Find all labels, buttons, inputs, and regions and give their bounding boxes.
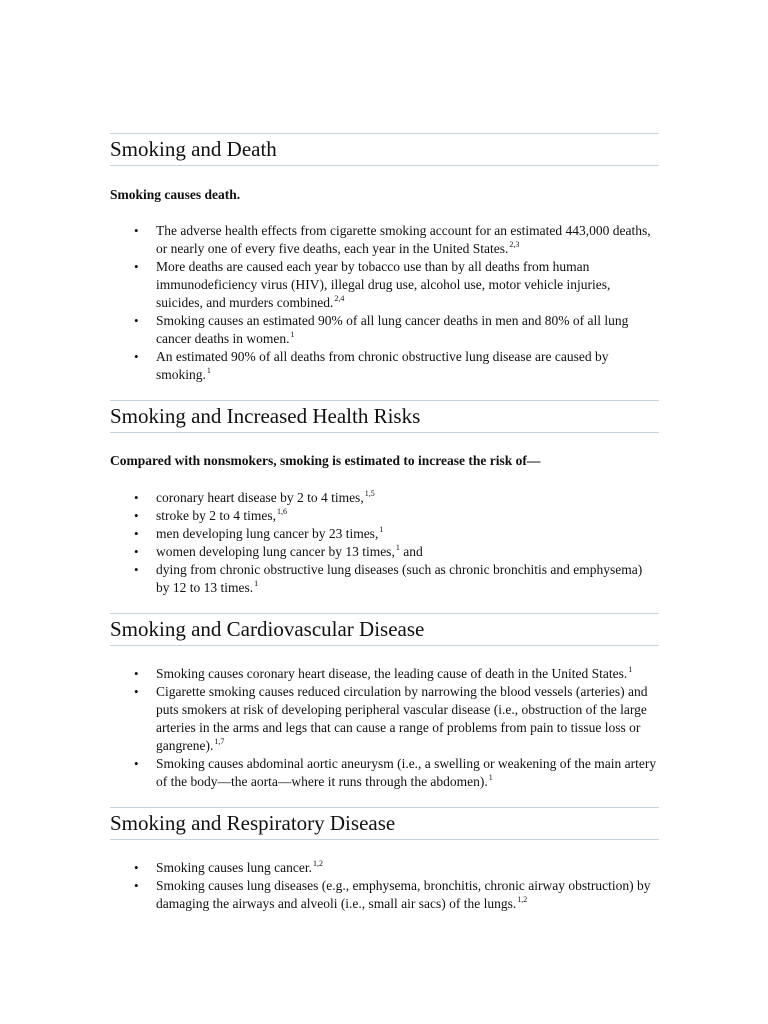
- list-item: [110, 525, 659, 543]
- list-item: [110, 877, 659, 913]
- reference-superscript: 1: [379, 525, 384, 534]
- list-item: [110, 312, 659, 348]
- section-intro: Compared with nonsmokers, smoking is estimated to increase the risk of—: [110, 453, 541, 468]
- bullet-list: [110, 489, 659, 597]
- reference-superscript: 1: [206, 366, 211, 375]
- list-item: [110, 683, 659, 755]
- list-item: [110, 258, 659, 312]
- section-cardiovascular-disease: [110, 613, 659, 791]
- list-item: [110, 489, 659, 507]
- list-item-text: Smoking causes an estimated 90% of all lung cancer deaths in men and 80% of all lung cancer deaths in women.: [156, 313, 629, 346]
- section-smoking-and-death: [110, 133, 659, 384]
- list-item-text: dying from chronic obstructive lung diseases (such as chronic bronchitis and emphysema) by 12 to 13 times.: [156, 562, 643, 595]
- list-item: [110, 543, 659, 561]
- list-item: [110, 755, 659, 791]
- list-item: [110, 222, 659, 258]
- document-page: [110, 133, 659, 913]
- bullet-icon: •: [134, 860, 139, 875]
- list-item-text: Cigarette smoking causes reduced circulation by narrowing the blood vessels (arteries) and puts smokers at risk of developing peripheral vascular disease (i.e., obstruction of the large arteries in the arms and legs that can cause a range of problems from pain to tissue loss or gangrene).: [156, 684, 648, 753]
- list-item: [110, 859, 659, 877]
- section-heading: Smoking and Increased Health Risks: [110, 400, 659, 433]
- section-respiratory-disease: [110, 807, 659, 913]
- reference-superscript: 1: [395, 543, 400, 552]
- bullet-icon: •: [134, 508, 139, 523]
- list-item: [110, 348, 659, 384]
- bullet-icon: •: [134, 544, 139, 559]
- list-item: [110, 561, 659, 597]
- list-item: [110, 507, 659, 525]
- list-item-text: women developing lung cancer by 13 times,: [156, 544, 395, 559]
- section-heading: Smoking and Respiratory Disease: [110, 807, 659, 840]
- section-heading: Smoking and Death: [110, 133, 659, 166]
- list-item: [110, 665, 659, 683]
- reference-superscript: 2,3: [509, 240, 520, 249]
- bullet-icon: •: [134, 490, 139, 505]
- reference-superscript: 1: [290, 330, 295, 339]
- list-item-text: stroke by 2 to 4 times,: [156, 508, 276, 523]
- list-item-text: An estimated 90% of all deaths from chronic obstructive lung disease are caused by smoking.: [156, 349, 609, 382]
- bullet-icon: •: [134, 313, 139, 328]
- reference-superscript: 1: [488, 773, 493, 782]
- reference-superscript: 1,2: [312, 859, 323, 868]
- list-item-text: The adverse health effects from cigarette smoking account for an estimated 443,000 deaths, or nearly one of every five deaths, each year in the United States.: [156, 223, 651, 256]
- reference-superscript: 1: [254, 579, 259, 588]
- bullet-icon: •: [134, 756, 139, 771]
- section-heading: Smoking and Cardiovascular Disease: [110, 613, 659, 646]
- reference-superscript: 1,2: [517, 895, 528, 904]
- list-item-text: More deaths are caused each year by tobacco use than by all deaths from human immunodeficiency virus (HIV), illegal drug use, alcohol use, motor vehicle injuries, suicides, and murders combined.: [156, 259, 611, 310]
- bullet-list: [110, 222, 659, 384]
- bullet-icon: •: [134, 878, 139, 893]
- reference-superscript: 1,5: [364, 489, 375, 498]
- bullet-icon: •: [134, 526, 139, 541]
- bullet-icon: •: [134, 349, 139, 364]
- bullet-icon: •: [134, 259, 139, 274]
- section-increased-health-risks: [110, 400, 659, 597]
- reference-superscript: 1,6: [277, 507, 287, 516]
- list-item-text: Smoking causes abdominal aortic aneurysm (i.e., a swelling or weakening of the main artery of the body—the aorta—where it runs through the abdomen).: [156, 756, 657, 789]
- section-intro: Smoking causes death.: [110, 187, 241, 202]
- bullet-icon: •: [134, 223, 139, 238]
- list-item-text: Smoking causes coronary heart disease, the leading cause of death in the United States.: [156, 666, 628, 681]
- bullet-list: [110, 665, 659, 791]
- bullet-icon: •: [134, 666, 139, 681]
- list-item-text: coronary heart disease by 2 to 4 times,: [156, 490, 364, 505]
- bullet-icon: •: [134, 562, 139, 577]
- reference-superscript: 2,4: [334, 294, 345, 303]
- bullet-icon: •: [134, 684, 139, 699]
- list-item-suffix: and: [399, 544, 423, 559]
- bullet-list: [110, 859, 659, 913]
- list-item-text: Smoking causes lung cancer.: [156, 860, 312, 875]
- list-item-text: men developing lung cancer by 23 times,: [156, 526, 379, 541]
- reference-superscript: 1,7: [214, 737, 225, 746]
- reference-superscript: 1: [628, 665, 633, 674]
- list-item-text: Smoking causes lung diseases (e.g., emphysema, bronchitis, chronic airway obstruction) by damaging the airways and alveoli (i.e., small air sacs) of the lungs.: [156, 878, 651, 911]
